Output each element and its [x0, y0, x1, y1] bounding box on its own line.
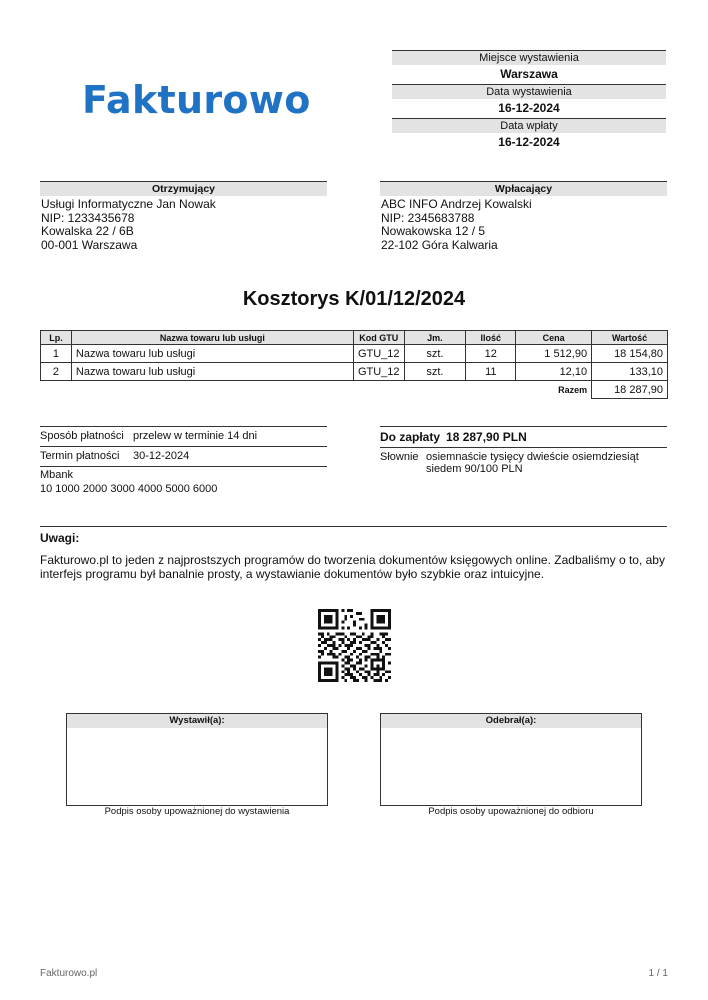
col-gtu: Kod GTU	[353, 331, 404, 345]
receiver-signature-caption: Podpis osoby upoważnionej do odbioru	[428, 806, 594, 817]
notes-section	[40, 526, 667, 581]
receiver-signature-header: Odebrał(a):	[381, 714, 641, 728]
bank-account: 10 1000 2000 3000 4000 5000 6000	[40, 482, 218, 495]
cell-lp: 2	[41, 363, 72, 381]
table-row	[41, 345, 668, 363]
payer-block	[380, 181, 667, 252]
payment-term-row	[40, 446, 327, 466]
bank-info	[40, 466, 327, 496]
table-total-row	[41, 381, 668, 399]
document-meta	[392, 50, 666, 152]
amount-words-label: Słownie	[380, 451, 419, 463]
notes-label: Uwagi:	[40, 531, 80, 545]
items-table	[40, 330, 668, 399]
receiver-signature-box	[380, 713, 642, 806]
col-value: Wartość	[592, 331, 668, 345]
cell-lp: 1	[41, 345, 72, 363]
cell-qty: 11	[466, 363, 516, 381]
recipient-header: Otrzymujący	[40, 181, 327, 196]
amount-due	[380, 426, 667, 475]
cell-gtu: GTU_12	[353, 345, 404, 363]
payment-term-label: Termin płatności	[40, 450, 120, 462]
col-lp: Lp.	[41, 331, 72, 345]
cell-price: 1 512,90	[516, 345, 592, 363]
cell-value: 133,10	[592, 363, 668, 381]
issue-date-label: Data wystawienia	[392, 84, 666, 99]
payer-street: Nowakowska 12 / 5	[381, 224, 486, 239]
payment-term-value: 30-12-2024	[133, 450, 190, 462]
recipient-block	[40, 181, 327, 252]
col-qty: Ilość	[466, 331, 516, 345]
payment-method-label: Sposób płatności	[40, 430, 124, 442]
cell-qty: 12	[466, 345, 516, 363]
col-unit: Jm.	[404, 331, 466, 345]
issue-place-value: Warszawa	[500, 67, 558, 81]
brand-logo: Fakturowo	[82, 78, 311, 122]
cell-price: 12,10	[516, 363, 592, 381]
cell-unit: szt.	[404, 363, 466, 381]
table-row	[41, 363, 668, 381]
payer-name: ABC INFO Andrzej Kowalski	[381, 197, 532, 211]
recipient-city: 00-001 Warszawa	[41, 237, 138, 252]
recipient-nip: NIP: 1233435678	[41, 210, 135, 225]
issue-place-label: Miejsce wystawienia	[392, 50, 666, 65]
payment-date-label: Data wpłaty	[392, 118, 666, 133]
issue-date-value: 16-12-2024	[498, 101, 560, 115]
cell-name: Nazwa towaru lub usługi	[71, 345, 353, 363]
document-title: Kosztorys K/01/12/2024	[242, 288, 466, 310]
cell-gtu: GTU_12	[353, 363, 404, 381]
recipient-name: Usługi Informatyczne Jan Nowak	[41, 197, 216, 211]
bank-name: Mbank	[40, 469, 74, 481]
table-header-row	[41, 331, 668, 345]
payment-date-value: 16-12-2024	[498, 135, 560, 149]
payer-header: Wpłacający	[380, 181, 667, 196]
amount-words-value: osiemnaście tysięcy dwieście osiemdziesiąt siedem 90/100 PLN	[426, 451, 639, 475]
payment-method-value: przelew w terminie 14 dni	[133, 430, 258, 442]
footer-page-number: 1 / 1	[648, 968, 668, 979]
cell-value: 18 154,80	[592, 345, 668, 363]
amount-words-row	[380, 448, 667, 475]
issuer-signature-caption: Podpis osoby upoważnionej do wystawienia	[104, 806, 290, 817]
amount-due-label: Do zapłaty	[380, 430, 441, 444]
receiver-signature	[380, 713, 642, 818]
payer-city: 22-102 Góra Kalwaria	[381, 237, 498, 252]
issuer-signature	[66, 713, 328, 818]
col-name: Nazwa towaru lub usługi	[71, 331, 353, 345]
payer-nip: NIP: 2345683788	[381, 210, 475, 225]
cell-unit: szt.	[404, 345, 466, 363]
cell-name: Nazwa towaru lub usługi	[71, 363, 353, 381]
total-value: 18 287,90	[592, 381, 668, 399]
issuer-signature-box	[66, 713, 328, 806]
qr-code-icon	[318, 609, 391, 682]
col-price: Cena	[516, 331, 592, 345]
footer-site: Fakturowo.pl	[40, 968, 98, 979]
amount-due-value: 18 287,90 PLN	[446, 430, 527, 444]
payment-info	[40, 426, 327, 496]
amount-due-row	[380, 426, 667, 448]
payment-method-row	[40, 426, 327, 446]
recipient-street: Kowalska 22 / 6B	[41, 224, 134, 239]
issuer-signature-header: Wystawił(a):	[67, 714, 327, 728]
notes-text: Fakturowo.pl to jeden z najprostszych programów do tworzenia dokumentów księgowych online. Zadbaliśmy o to, aby interfejs programu był banalnie prosty, a wystawianie dokumentów było szybkie oraz intuicyjne.	[40, 553, 665, 581]
total-label: Razem	[516, 381, 592, 399]
